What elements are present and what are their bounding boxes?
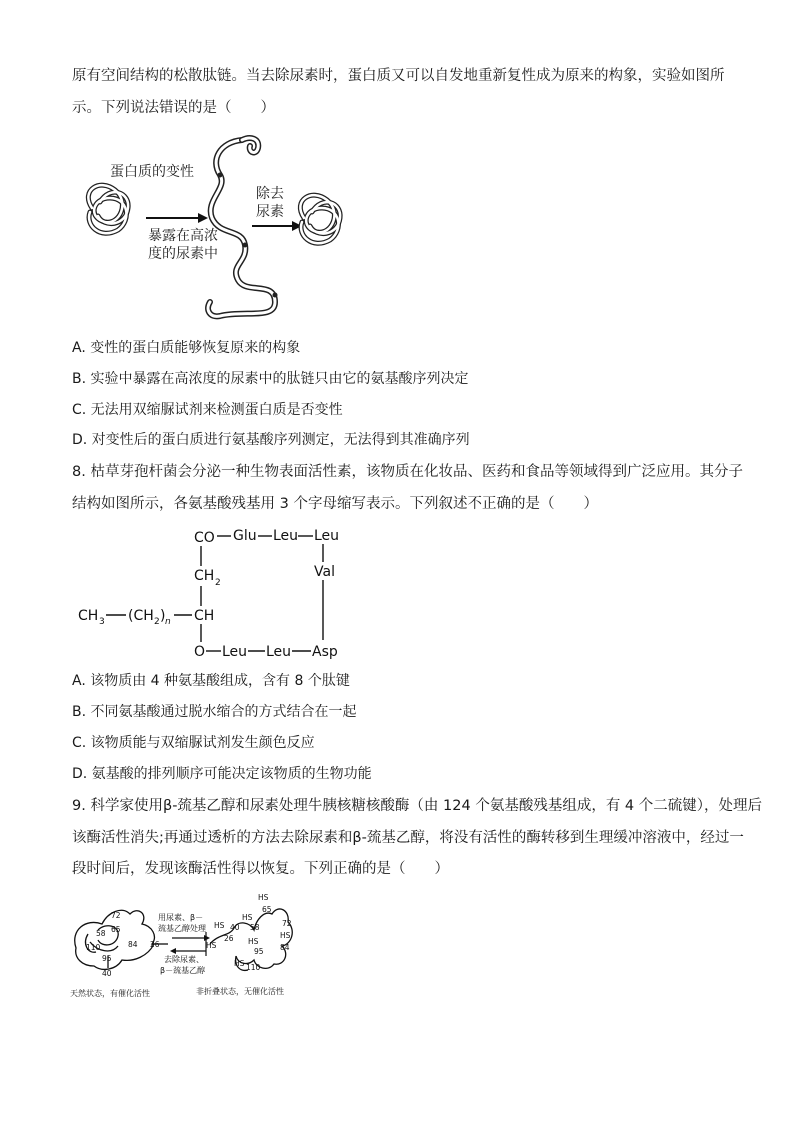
unfolded-65: 65 [262, 905, 272, 914]
q7-option-c: C. 无法用双缩脲试剂来检测蛋白质是否变性 [72, 402, 343, 418]
unfolded-110: 110 [246, 963, 261, 972]
unfolded-40: 40 [230, 923, 240, 932]
struct-leu3: Leu [222, 644, 248, 660]
struct-ch2n-open: (CH [128, 608, 154, 624]
q8-option-b: B. 不同氨基酸通过脱水缩合的方式结合在一起 [72, 704, 357, 720]
unfolded-26: 26 [224, 934, 234, 943]
native-110: 110 [86, 943, 101, 952]
q8-line-1: 8. 枯草芽孢杆菌会分泌一种生物表面活性素，该物质在化妆品、医药和食品等领域得到广泛应用。其分子 [72, 464, 743, 480]
q9-line-1: 9. 科学家使用β-巯基乙醇和尿素处理牛胰核糖核酸酶（由 124 个氨基酸残基组成，有 4 个二硫键），处理后 [72, 798, 763, 814]
q8-option-c: C. 该物质能与双缩脲试剂发生颜色反应 [72, 735, 315, 751]
struct-leu2: Leu [314, 528, 340, 544]
label-remove-2: β－巯基乙醇 [160, 966, 206, 975]
label-remove-1: 除去 [256, 186, 284, 202]
q7-option-b: B. 实验中暴露在高浓度的尿素中的肽链只由它的氨基酸序列决定 [72, 371, 469, 387]
label-denature: 蛋白质的变性 [110, 164, 194, 180]
q9-line-3: 段时间后，发现该酶活性得以恢复。下列正确的是（ ） [72, 861, 449, 877]
unfolded-chain [208, 138, 277, 316]
q7-option-a: A. 变性的蛋白质能够恢复原来的构象 [72, 340, 301, 356]
struct-asp: Asp [312, 644, 338, 660]
label-expose-1: 暴露在高浓 [148, 228, 218, 244]
hs-4: HS [242, 913, 253, 922]
native-84: 84 [128, 940, 138, 949]
struct-co: CO [194, 530, 215, 546]
intro-line-2: 示。下列说法错误的是（ ） [72, 100, 275, 116]
native-58: 58 [96, 929, 106, 938]
unfolded-58: 58 [250, 923, 260, 932]
hs-2: HS [214, 921, 225, 930]
native-95: 95 [102, 954, 112, 963]
unfolded-84: 84 [280, 943, 290, 952]
native-26: 26 [150, 940, 160, 949]
hs-1: HS [258, 893, 269, 902]
hs-5: HS [248, 937, 259, 946]
struct-ch2n-n: n [165, 617, 171, 627]
struct-ch2: CH [194, 568, 215, 584]
label-treat-2: 巯基乙醇处理 [158, 924, 206, 933]
unfolded-72: 72 [282, 919, 292, 928]
intro-line-1: 原有空间结构的松散肽链。当去除尿素时，蛋白质又可以自发地重新复性成为原来的构象，实验如图所 [72, 68, 725, 84]
label-unfolded: 非折叠状态，无催化活性 [196, 987, 284, 996]
struct-ch2n-sub: 2 [154, 617, 160, 627]
arrow-remove-head [170, 948, 176, 954]
label-remove-2: 尿素 [256, 204, 284, 220]
struct-leu4: Leu [266, 644, 292, 660]
struct-o: O [194, 644, 206, 660]
native-65: 65 [111, 925, 121, 934]
unfolded-95: 95 [254, 947, 264, 956]
native-72: 72 [111, 911, 121, 920]
struct-leu1: Leu [273, 528, 299, 544]
hs-6: HS [280, 931, 291, 940]
label-remove-1: 去除尿素、 [164, 955, 204, 964]
ribonuclease-figure [68, 886, 308, 1001]
q7-option-d: D. 对变性后的蛋白质进行氨基酸序列测定，无法得到其准确序列 [72, 432, 470, 448]
q8-option-a: A. 该物质由 4 种氨基酸组成，含有 8 个肽键 [72, 673, 350, 689]
native-40: 40 [102, 969, 112, 978]
struct-ch2-sub: 2 [215, 578, 221, 588]
struct-ch2n-close: ) [160, 608, 166, 624]
hs-7: HS [234, 959, 245, 968]
arrow-expose-head [198, 213, 208, 223]
struct-ch3: CH [78, 608, 99, 624]
q9-line-2: 该酶活性消失;再通过透析的方法去除尿素和β-巯基乙醇，将没有活性的酶转移到生理缓冲溶液中，经过一 [72, 830, 744, 846]
q8-option-d: D. 氨基酸的排列顺序可能决定该物质的生物功能 [72, 766, 372, 782]
struct-ch3-sub: 3 [99, 617, 105, 627]
q8-line-2: 结构如图所示，各氨基酸残基用 3 个字母缩写表示。下列叙述不正确的是（ ） [72, 496, 598, 512]
denaturation-figure [70, 130, 370, 330]
label-treat-1: 用尿素、β－ [158, 913, 204, 922]
peptide-structure [70, 522, 370, 662]
label-native: 天然状态，有催化活性 [70, 989, 150, 998]
hs-3: HS [206, 941, 217, 950]
label-expose-2: 度的尿素中 [148, 246, 218, 262]
struct-val: Val [314, 564, 335, 580]
struct-ch: CH [194, 608, 215, 624]
struct-glu: Glu [233, 528, 257, 544]
